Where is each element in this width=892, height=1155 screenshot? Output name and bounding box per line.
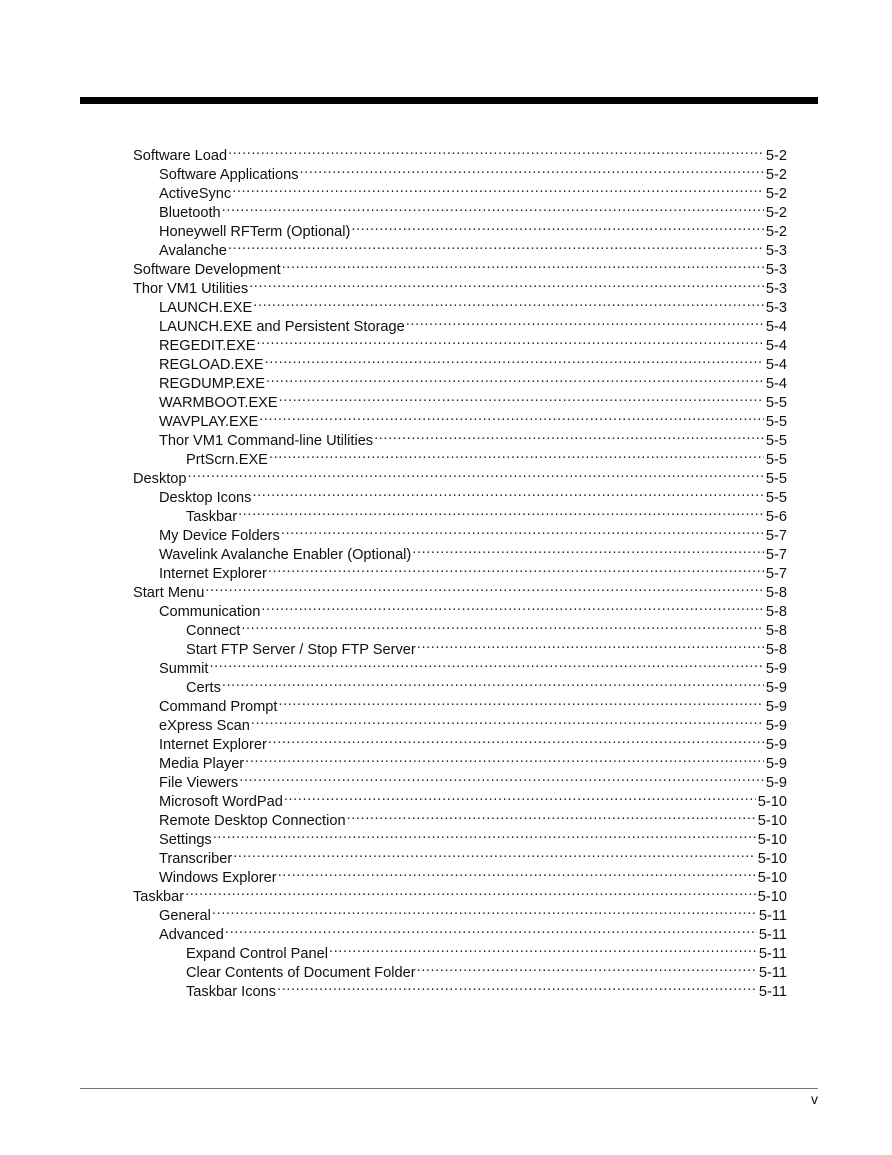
toc-entry-page: 5-11	[758, 908, 787, 924]
dot-leader	[417, 958, 757, 977]
toc-entry[interactable]	[133, 844, 787, 867]
toc-entry-title: Advanced	[159, 927, 224, 943]
toc-entry-title: Software Load	[133, 148, 228, 164]
toc-entry-page: 5-4	[765, 338, 787, 354]
dot-leader	[268, 730, 764, 749]
dot-leader	[278, 863, 756, 882]
toc-entry-page: 5-3	[765, 281, 787, 297]
toc-entry-title: Desktop	[133, 471, 187, 487]
toc-entry-page: 5-2	[765, 224, 787, 240]
toc-entry-page: 5-11	[758, 927, 787, 943]
toc-entry[interactable]	[133, 141, 787, 164]
toc-entry-title: REGEDIT.EXE	[159, 338, 256, 354]
toc-entry-page: 5-9	[765, 718, 787, 734]
toc-entry-page: 5-11	[758, 946, 787, 962]
toc-entry[interactable]	[133, 901, 787, 924]
toc-entry-page: 5-10	[757, 832, 787, 848]
toc-entry-title: LAUNCH.EXE	[159, 300, 253, 316]
toc-entry-page: 5-5	[765, 395, 787, 411]
toc-entry-page: 5-5	[765, 433, 787, 449]
toc-entry-page: 5-2	[765, 148, 787, 164]
page-number: v	[811, 1091, 818, 1107]
dot-leader	[261, 597, 764, 616]
toc-entry-title: Media Player	[159, 756, 245, 772]
toc-entry-title: Avalanche	[159, 243, 227, 259]
toc-entry-title: Summit	[159, 661, 209, 677]
dot-leader	[251, 711, 764, 730]
toc-entry-page: 5-7	[765, 566, 787, 582]
toc-entry-page: 5-10	[757, 794, 787, 810]
dot-leader	[268, 559, 764, 578]
dot-leader	[266, 369, 764, 388]
toc-entry-title: WARMBOOT.EXE	[159, 395, 278, 411]
dot-leader	[279, 388, 764, 407]
toc-entry-title: Taskbar	[186, 509, 238, 525]
dot-leader	[185, 882, 756, 901]
toc-entry-page: 5-2	[765, 186, 787, 202]
toc-entry-title: ActiveSync	[159, 186, 232, 202]
dot-leader	[238, 502, 764, 521]
toc-entry-page: 5-8	[765, 642, 787, 658]
toc-entry-page: 5-3	[765, 243, 787, 259]
toc-entry[interactable]	[133, 597, 787, 620]
dot-leader	[212, 901, 757, 920]
toc-entry-title: Expand Control Panel	[186, 946, 328, 962]
toc-entry-page: 5-8	[765, 604, 787, 620]
toc-entry-title: Certs	[186, 680, 221, 696]
toc-entry[interactable]	[133, 673, 787, 696]
toc-entry-title: General	[159, 908, 211, 924]
toc-entry[interactable]	[133, 654, 787, 677]
dot-leader	[213, 825, 756, 844]
dot-leader	[205, 578, 764, 597]
toc-entry-title: Microsoft WordPad	[159, 794, 283, 810]
toc-entry-title: PrtScrn.EXE	[186, 452, 268, 468]
dot-leader	[281, 521, 764, 540]
toc-entry-page: 5-5	[765, 490, 787, 506]
dot-leader	[300, 160, 764, 179]
toc-entry[interactable]	[133, 217, 787, 240]
dot-leader	[222, 673, 764, 692]
toc-entry-title: WAVPLAY.EXE	[159, 414, 259, 430]
toc-entry-title: Start Menu	[133, 585, 205, 601]
toc-entry[interactable]	[133, 692, 787, 715]
toc-entry[interactable]	[133, 198, 787, 221]
toc-entry-page: 5-7	[765, 547, 787, 563]
toc-entry-page: 5-5	[765, 471, 787, 487]
toc-entry-title: Software Applications	[159, 167, 299, 183]
dot-leader	[233, 844, 756, 863]
dot-leader	[259, 407, 764, 426]
dot-leader	[351, 217, 764, 236]
toc-entry-page: 5-7	[765, 528, 787, 544]
toc-entry-page: 5-10	[757, 889, 787, 905]
toc-entry-page: 5-9	[765, 775, 787, 791]
toc-entry-title: Internet Explorer	[159, 566, 267, 582]
table-of-contents	[133, 141, 787, 1000]
toc-entry-page: 5-3	[765, 262, 787, 278]
dot-leader	[284, 787, 756, 806]
dot-leader	[241, 616, 764, 635]
toc-entry-page: 5-9	[765, 756, 787, 772]
toc-entry[interactable]	[133, 578, 787, 601]
toc-entry-page: 5-9	[765, 661, 787, 677]
toc-entry-page: 5-6	[765, 509, 787, 525]
dot-leader	[257, 331, 764, 350]
footer-rule	[80, 1088, 818, 1089]
toc-entry-title: Thor VM1 Command-line Utilities	[159, 433, 374, 449]
toc-entry-title: Transcriber	[159, 851, 233, 867]
toc-entry[interactable]	[133, 825, 787, 848]
toc-entry[interactable]	[133, 255, 787, 278]
toc-entry-title: My Device Folders	[159, 528, 280, 544]
dot-leader	[265, 350, 764, 369]
toc-entry-title: Wavelink Avalanche Enabler (Optional)	[159, 547, 412, 563]
toc-entry-page: 5-4	[765, 357, 787, 373]
toc-entry-title: Honeywell RFTerm (Optional)	[159, 224, 351, 240]
toc-entry-page: 5-9	[765, 699, 787, 715]
toc-entry-page: 5-3	[765, 300, 787, 316]
dot-leader	[225, 920, 757, 939]
toc-entry-page: 5-5	[765, 452, 787, 468]
toc-entry-title: Taskbar Icons	[186, 984, 277, 1000]
dot-leader	[209, 654, 763, 673]
toc-entry-title: Software Development	[133, 262, 281, 278]
dot-leader	[329, 939, 757, 958]
toc-entry-title: Connect	[186, 623, 241, 639]
toc-entry-page: 5-5	[765, 414, 787, 430]
dot-leader	[228, 141, 764, 160]
toc-entry-title: REGDUMP.EXE	[159, 376, 265, 392]
toc-entry-title: Communication	[159, 604, 261, 620]
toc-entry-title: File Viewers	[159, 775, 239, 791]
toc-entry-title: Remote Desktop Connection	[159, 813, 346, 829]
toc-entry-title: Windows Explorer	[159, 870, 277, 886]
toc-entry-page: 5-9	[765, 737, 787, 753]
toc-entry[interactable]	[133, 882, 787, 905]
dot-leader	[282, 255, 764, 274]
toc-entry-page: 5-10	[757, 870, 787, 886]
toc-entry[interactable]	[133, 939, 787, 962]
toc-entry-title: Command Prompt	[159, 699, 278, 715]
dot-leader	[374, 426, 764, 445]
toc-entry[interactable]	[133, 920, 787, 943]
toc-entry-title: Bluetooth	[159, 205, 221, 221]
dot-leader	[278, 692, 763, 711]
toc-entry-title: Internet Explorer	[159, 737, 267, 753]
toc-entry-page: 5-2	[765, 205, 787, 221]
dot-leader	[253, 293, 764, 312]
toc-entry-page: 5-11	[758, 984, 787, 1000]
toc-entry-title: Settings	[159, 832, 212, 848]
toc-entry-title: Desktop Icons	[159, 490, 252, 506]
toc-entry[interactable]	[133, 483, 787, 506]
toc-entry-title: REGLOAD.EXE	[159, 357, 264, 373]
toc-entry-page: 5-4	[765, 319, 787, 335]
toc-entry-title: Taskbar	[133, 889, 185, 905]
dot-leader	[252, 483, 763, 502]
toc-entry-page: 5-2	[765, 167, 787, 183]
toc-entry-page: 5-11	[758, 965, 787, 981]
toc-entry-title: LAUNCH.EXE and Persistent Storage	[159, 319, 405, 335]
toc-entry-page: 5-9	[765, 680, 787, 696]
toc-entry-title: Start FTP Server / Stop FTP Server	[186, 642, 416, 658]
header-rule	[80, 97, 818, 104]
toc-entry-page: 5-10	[757, 813, 787, 829]
dot-leader	[222, 198, 764, 217]
toc-entry-page: 5-10	[757, 851, 787, 867]
dot-leader	[239, 768, 764, 787]
dot-leader	[412, 540, 764, 559]
dot-leader	[269, 445, 764, 464]
toc-entry[interactable]	[133, 236, 787, 259]
toc-entry[interactable]	[133, 464, 787, 487]
dot-leader	[249, 274, 764, 293]
dot-leader	[188, 464, 764, 483]
toc-entry-page: 5-4	[765, 376, 787, 392]
dot-leader	[232, 179, 764, 198]
toc-entry-page: 5-8	[765, 585, 787, 601]
toc-entry-title: Thor VM1 Utilities	[133, 281, 249, 297]
toc-entry-title: eXpress Scan	[159, 718, 250, 734]
dot-leader	[245, 749, 764, 768]
dot-leader	[228, 236, 764, 255]
dot-leader	[417, 635, 764, 654]
dot-leader	[347, 806, 756, 825]
dot-leader	[277, 977, 757, 996]
dot-leader	[406, 312, 764, 331]
toc-entry-page: 5-8	[765, 623, 787, 639]
toc-entry[interactable]	[133, 160, 787, 183]
toc-entry-title: Clear Contents of Document Folder	[186, 965, 416, 981]
